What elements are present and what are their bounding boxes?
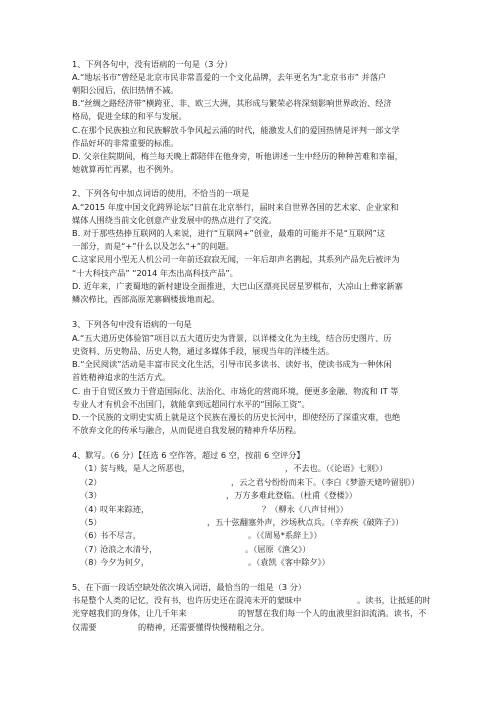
q2-line: 媒体人围绕当前文化创意产业发展中的热点进行了交流。: [72, 215, 277, 225]
q3-line: B.“全民阅读”活动是丰富市民文化生活，引导市民多读书、读好书，使读书成为一种休闲: [72, 359, 392, 369]
q1-line: D. 父亲住院期间，梅兰每天晚上都陪伴在他身旁，听他讲述一生中经历的种种苦难和幸福，: [72, 151, 403, 161]
q1-line: B.“丝绸之路经济带”横跨亚、非、欧三大洲，其形成与繁荣必将深刻影响世界政治、经济: [72, 98, 392, 108]
q1-title: 1、下列各句中，没有语病的一句是（3 分）: [72, 59, 233, 69]
q4-item-post: 。（《周易*系辞上》）: [248, 530, 322, 540]
q3-line: 史资料、历史物品、历史人物，通过多媒体手段，展现当年的洋楼生活。: [72, 346, 335, 356]
q4-item-post: ？（柳永《八声甘州》）: [262, 504, 348, 514]
q4-item-num: （7）: [80, 544, 102, 554]
q4-item-post: ，万方多难此登临。（杜甫《登楼》）: [226, 490, 357, 500]
q4-item-num: （1）: [80, 463, 102, 473]
q2-title: 2、下列各句中加点词语的使用，不恰当的一项是: [72, 188, 250, 198]
q4-item-post: ，五十弦翻塞外声，沙场秋点兵。（辛弃疾《破阵子》）: [207, 517, 404, 527]
q3-line: D.一个民族的文明史实质上就是这个民族在漫长的历史长河中，即使经历了深重灾难，也绝: [72, 412, 401, 422]
q4-item-post: 。（屈原《渔父》）: [245, 544, 311, 554]
q4-item-pre: 贫与贱，是人之所恶也，: [100, 463, 191, 473]
q5-line-tail: 。读书，让抵延的时: [357, 595, 431, 605]
q4-item-post: 。（袁凯《客中除夕》）: [248, 557, 330, 567]
q5-line: 仅需要: [72, 622, 97, 632]
q2-line: B. 对于那些热捧互联网的人来说，进行“互联网+”创业，最难的可能并不是“互联网”这: [72, 228, 386, 238]
q4-item-num: （6）: [80, 530, 102, 540]
q1-line: 作品好坏的非常重要的标准。: [72, 138, 179, 148]
q4-item-pre: 今夕为何夕，: [100, 557, 150, 567]
q4-item-pre: 叹年来踪迹，: [100, 504, 150, 514]
q3-line: 首姓精神追求的生活方式。: [72, 372, 171, 382]
q2-line: 鳞次栉比，西部高原羌寨碉楼拔地而起。: [72, 294, 220, 304]
q2-line: D. 近年来，广袤蜀地的新村建设全面推进，大巴山区漂亮民居星罗棋布，大凉山上彝家新寨: [72, 281, 403, 291]
q4-title: 4、默写。（6 分）【任选 6 空作答，超过 6 空，按前 6 空评分】: [72, 450, 305, 460]
q5-line-tail: 的智慧在我们每一个人的血液里汩汩流淌。读书，不: [238, 608, 427, 618]
q1-line: 朝阳公园后，依旧热情不减。: [72, 85, 179, 95]
q4-item-num: （5）: [80, 517, 102, 527]
q4-item-pre: 书不尽言，: [100, 530, 141, 540]
q3-line: 不放弃文化的传承与融合，从而促进自我发展的精神升华历程。: [72, 425, 302, 435]
q5-line: 光穿越我们的身体，让几千年来: [72, 608, 187, 618]
q5-title: 5、在下面一段话空缺处依次填入词语，最恰当的一组是（3 分）: [72, 582, 307, 592]
q2-line: 一部分，而是“+”什么以及怎么“+”的问题。: [72, 241, 234, 251]
q2-line: A.“2015 年度中国文化跨界论坛”日前在北京举行，届时来自世界各国的艺术家、企业家和: [72, 202, 399, 212]
q2-line: C.这家民用小型无人机公司一年前还寂寂无闻，一年后却声名鹊起，其系列产品先后被评为: [72, 254, 400, 264]
q5-line: 书是整个人类的记忆，没有书，也许历史还在混沌未开的蒙昧中: [72, 595, 302, 605]
q1-line: 她就算再忙再累，也不例外。: [72, 164, 179, 174]
q4-item-num: （8）: [80, 557, 102, 567]
q4-item-post: ，云之君兮纷纷而来下。（李白《梦游天姥吟留别》）: [231, 477, 420, 487]
q1-line: A.“地坛书市”曾经是北京市民非常喜爱的一个文化品牌，去年更名为“北京书市” 并落户: [72, 72, 387, 82]
q3-line: C. 由于自贸区致力于营造国际化、法治化、市场化的营商环境，便更多金融、物流和 IT 等: [72, 386, 399, 396]
q3-line: A.“五大道历史体验馆”项目以五大道历史为背景，以详楼文化为主线，结合历史图片、历: [72, 333, 392, 343]
q1-line: 格局，促进全球的和平与发展。: [72, 111, 187, 121]
q1-line: C.在那个民族独立和民族解放斗争风起云涌的时代，能激发人们的爱国热情是评判一部文学: [72, 125, 400, 135]
q4-item-post: ，不去也。（《论语》七则》）: [285, 463, 388, 473]
q4-item-num: （4）: [80, 504, 102, 514]
q4-item-pre: 沧浪之水清兮，: [100, 544, 158, 554]
q5-line: 的精神，还需要懂得快慢精粗之分。: [138, 622, 270, 632]
q4-item-num: （3）: [80, 490, 102, 500]
q3-title: 3、下列各句中没有语病的一句是: [72, 319, 192, 329]
q2-line: “十大科技产品” “2014 年杰出高科技产品”。: [72, 268, 238, 278]
q4-item-num: （2）: [80, 477, 102, 487]
q3-line: 专业人才有机会不出国门，就能拿到远超同行水平的“国际工资”。: [72, 399, 310, 409]
